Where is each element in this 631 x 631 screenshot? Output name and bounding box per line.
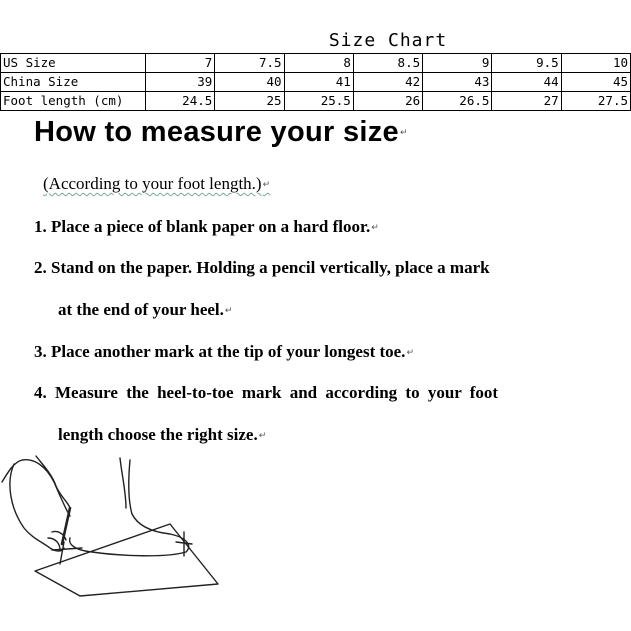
table-cell: 27 — [492, 92, 561, 111]
return-mark: ↵ — [406, 348, 414, 359]
table-cell: 39 — [146, 73, 215, 92]
size-chart-table — [0, 29, 631, 111]
table-cell: 9.5 — [492, 54, 561, 73]
return-mark: ↵ — [258, 431, 267, 442]
step-text: Place a piece of blank paper on a hard floor. — [51, 217, 371, 236]
table-cell: 44 — [492, 73, 561, 92]
row-label: Foot length (cm) — [1, 92, 146, 111]
step-text: Measure the heel-to-toe mark and according to your foot — [55, 383, 499, 402]
size-chart-title: Size Chart — [146, 29, 631, 54]
row-label: China Size — [1, 73, 146, 92]
step-2 — [34, 258, 490, 278]
step-3 — [34, 342, 414, 362]
table-row-us-size — [1, 54, 631, 73]
table-cell: 9 — [423, 54, 492, 73]
table-cell: 40 — [215, 73, 284, 92]
return-mark: ↵ — [262, 180, 271, 191]
foot-measuring-illustration — [0, 452, 235, 597]
row-label: US Size — [1, 54, 146, 73]
guide-note-text: (According to your foot length.) — [43, 174, 262, 193]
step-4-continued — [58, 425, 266, 445]
return-mark: ↵ — [399, 128, 408, 139]
table-cell: 25 — [215, 92, 284, 111]
step-number: 4. — [34, 383, 47, 402]
step-text: length choose the right size. — [58, 425, 258, 444]
table-cell: 7.5 — [215, 54, 284, 73]
table-row-foot-length — [1, 92, 631, 111]
step-number: 3. — [34, 342, 47, 361]
table-cell: 45 — [561, 73, 630, 92]
table-cell: 26 — [353, 92, 422, 111]
step-4 — [34, 383, 498, 403]
table-cell: 41 — [284, 73, 353, 92]
size-chart-title-row — [1, 29, 631, 54]
table-cell: 27.5 — [561, 92, 630, 111]
guide-note — [43, 174, 270, 194]
table-cell: 24.5 — [146, 92, 215, 111]
table-cell: 42 — [353, 73, 422, 92]
return-mark: ↵ — [371, 223, 379, 234]
table-cell: 25.5 — [284, 92, 353, 111]
table-cell: 43 — [423, 73, 492, 92]
table-cell: 8.5 — [353, 54, 422, 73]
table-cell: 10 — [561, 54, 630, 73]
step-text: at the end of your heel. — [58, 300, 224, 319]
step-text: Place another mark at the tip of your longest toe. — [51, 342, 406, 361]
step-1 — [34, 217, 379, 237]
table-cell: 8 — [284, 54, 353, 73]
return-mark: ↵ — [224, 306, 233, 317]
hand-outline — [36, 456, 70, 508]
guide-heading — [34, 116, 408, 149]
toe-mark — [52, 542, 82, 564]
table-cell: 26.5 — [423, 92, 492, 111]
arm-lower-outline — [10, 464, 64, 551]
step-number: 1. — [34, 217, 47, 236]
table-row-china-size — [1, 73, 631, 92]
step-2-continued — [58, 300, 232, 320]
guide-heading-text: How to measure your size — [34, 116, 399, 148]
foot-outline — [70, 460, 189, 556]
leg-inner-line — [120, 458, 126, 508]
step-text: Stand on the paper. Holding a pencil vertically, place a mark — [51, 258, 490, 277]
table-cell: 7 — [146, 54, 215, 73]
step-number: 2. — [34, 258, 47, 277]
